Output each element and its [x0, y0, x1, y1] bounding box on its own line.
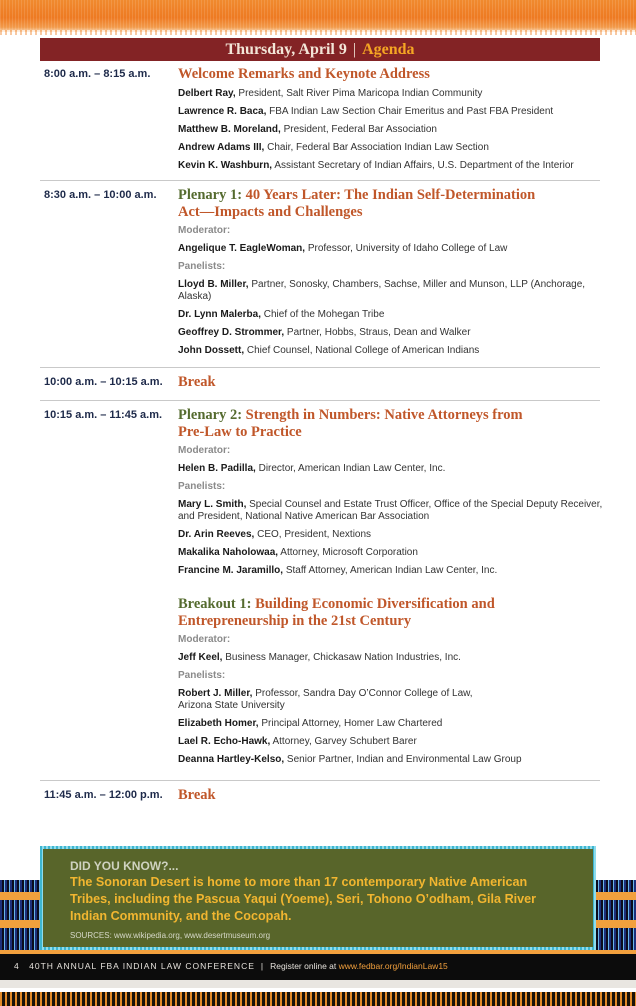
speaker-name: Lloyd B. Miller, [178, 279, 249, 290]
panelists-label: Panelists: [178, 481, 226, 492]
session-title: Break [178, 374, 216, 390]
agenda-header-bar [40, 38, 600, 61]
speaker-role: Attorney, Garvey Schubert Barer [270, 736, 417, 747]
speaker [178, 124, 600, 136]
session-prefix: Plenary 2: [178, 407, 246, 423]
moderator-label: Moderator: [178, 225, 231, 236]
speaker [178, 142, 600, 154]
panelists-label: Panelists: [178, 261, 226, 272]
session-title-text: Strength in Numbers: Native Attorneys from Pre-Law to Practice [178, 407, 523, 440]
breakout-prefix: Breakout 1: [178, 596, 256, 612]
speaker-role: CEO, President, Nextions [254, 529, 372, 540]
speaker-role: Professor, University of Idaho College of Law [305, 243, 508, 254]
speaker [178, 160, 600, 172]
panelist [178, 718, 603, 730]
panelists-label: Panelists: [178, 670, 226, 681]
speaker-name: Dr. Lynn Malerba, [178, 309, 261, 320]
session-content [178, 407, 603, 780]
breakout-title [178, 596, 528, 630]
header-section: Agenda [362, 41, 415, 58]
session-content [178, 66, 600, 180]
session-time: 11:45 a.m. – 12:00 p.m. [44, 789, 163, 801]
header-date: Thursday, April 9 [225, 41, 347, 58]
panelist [178, 736, 603, 748]
moderator-label: Moderator: [178, 634, 231, 645]
panelist [178, 345, 600, 357]
conference-name: 40TH ANNUAL FBA INDIAN LAW CONFERENCE [29, 961, 255, 971]
panelist [178, 754, 603, 766]
speaker-role: Senior Partner, Indian and Environmental Law Group [284, 754, 522, 765]
panelist [178, 688, 508, 712]
session-time: 10:00 a.m. – 10:15 a.m. [44, 376, 163, 388]
session-prefix: Plenary 1: [178, 187, 246, 203]
speaker-name: Elizabeth Homer, [178, 718, 259, 729]
panelist [178, 279, 600, 303]
agenda-row-welcome [40, 64, 600, 181]
speaker-name: Lawrence R. Baca, [178, 106, 267, 117]
speaker-name: Angelique T. EagleWoman, [178, 243, 306, 254]
session-title-text: 40 Years Later: The Indian Self-Determination Act—Impacts and Challenges [178, 187, 536, 220]
speaker-role: Attorney, Microsoft Corporation [278, 547, 418, 558]
session-content [178, 374, 600, 400]
agenda-row-break-1 [40, 368, 600, 401]
left-decorative-weave [0, 880, 42, 950]
session-time: 10:15 a.m. – 11:45 a.m. [44, 409, 163, 421]
speaker-role: Professor, Sandra Day O’Connor College of Law, Arizona State University [178, 688, 473, 711]
did-you-know-heading: DID YOU KNOW?... [70, 859, 179, 873]
panelist [178, 547, 603, 559]
panelist [178, 499, 603, 523]
speaker-name: Matthew B. Moreland, [178, 124, 281, 135]
session-content [178, 787, 600, 811]
speaker-name: Robert J. Miller, [178, 688, 253, 699]
agenda-row-plenary-1 [40, 181, 600, 368]
register-link[interactable]: www.fedbar.org/IndianLaw15 [338, 961, 448, 971]
top-decorative-band [0, 0, 636, 32]
session-content [178, 187, 600, 367]
speaker [178, 88, 600, 100]
speaker-name: Dr. Arin Reeves, [178, 529, 255, 540]
moderator [178, 652, 603, 664]
speaker-role: Staff Attorney, American Indian Law Center, Inc. [283, 565, 498, 576]
speaker-name: Lael R. Echo-Hawk, [178, 736, 271, 747]
right-decorative-weave [594, 880, 636, 950]
speaker-role: Chair, Federal Bar Association Indian Law Section [264, 142, 489, 153]
speaker-role: Partner, Hobbs, Straus, Dean and Walker [284, 327, 471, 338]
speaker-name: Kevin K. Washburn, [178, 160, 273, 171]
speaker-name: Andrew Adams III, [178, 142, 265, 153]
speaker-name: Francine M. Jaramillo, [178, 565, 284, 576]
session-time: 8:00 a.m. – 8:15 a.m. [44, 68, 151, 80]
panelist [178, 327, 600, 339]
page-number: 4 [14, 961, 20, 971]
speaker-name: Jeff Keel, [178, 652, 223, 663]
header-separator: | [352, 41, 357, 58]
moderator [178, 243, 600, 255]
moderator-label: Moderator: [178, 445, 231, 456]
register-text: Register online at [270, 961, 339, 971]
session-title [178, 187, 548, 221]
speaker-role: Assistant Secretary of Indian Affairs, U.S. Department of the Interior [272, 160, 574, 171]
agenda-list [40, 64, 603, 811]
speaker [178, 106, 600, 118]
speaker-name: Deanna Hartley-Kelso, [178, 754, 285, 765]
speaker-role: Special Counsel and Estate Trust Officer, Office of the Special Deputy Receiver, and President, National Native American Bar Association [178, 499, 603, 522]
session-title: Break [178, 787, 216, 803]
session-title [178, 407, 548, 441]
speaker-role: FBA Indian Law Section Chair Emeritus and Past FBA President [266, 106, 554, 117]
session-title: Welcome Remarks and Keynote Address [178, 66, 430, 82]
speaker-name: John Dossett, [178, 345, 245, 356]
speaker-role: Partner, Sonosky, Chambers, Sachse, Miller and Munson, LLP (Anchorage, Alaska) [178, 279, 586, 302]
moderator [178, 463, 603, 475]
footer-decorative-band [0, 950, 636, 1006]
speaker-name: Makalika Naholowaa, [178, 547, 279, 558]
did-you-know-sources: SOURCES: www.wikipedia.org, www.desertmuseum.org [70, 931, 271, 940]
speaker-name: Geoffrey D. Strommer, [178, 327, 285, 338]
speaker-role: Director, American Indian Law Center, Inc. [255, 463, 446, 474]
agenda-row-break-2 [40, 781, 600, 811]
panelist [178, 529, 603, 541]
speaker-role: Principal Attorney, Homer Law Chartered [258, 718, 443, 729]
did-you-know-box [40, 846, 596, 950]
footer [14, 960, 448, 972]
breakout-title-text: Building Economic Diversification and Entrepreneurship in the 21st Century [178, 596, 495, 629]
speaker-role: President, Salt River Pima Maricopa Indian Community [235, 88, 483, 99]
speaker-role: Chief of the Mohegan Tribe [260, 309, 385, 320]
speaker-role: Business Manager, Chickasaw Nation Industries, Inc. [222, 652, 461, 663]
did-you-know-body: The Sonoran Desert is home to more than 17 contemporary Native American Tribes, including the Pascua Yaqui (Yoeme), Seri, Tohono O’odham, Gila River Indian Community, and the Cocopah. [70, 875, 537, 923]
speaker-name: Helen B. Padilla, [178, 463, 256, 474]
speaker-role: President, Federal Bar Association [280, 124, 437, 135]
speaker-name: Mary L. Smith, [178, 499, 247, 510]
panelist [178, 309, 600, 321]
session-time: 8:30 a.m. – 10:00 a.m. [44, 189, 157, 201]
speaker-role: Chief Counsel, National College of American Indians [244, 345, 480, 356]
panelist [178, 565, 603, 577]
speaker-name: Delbert Ray, [178, 88, 236, 99]
footer-separator: | [260, 961, 265, 971]
agenda-row-plenary-2 [40, 401, 603, 781]
